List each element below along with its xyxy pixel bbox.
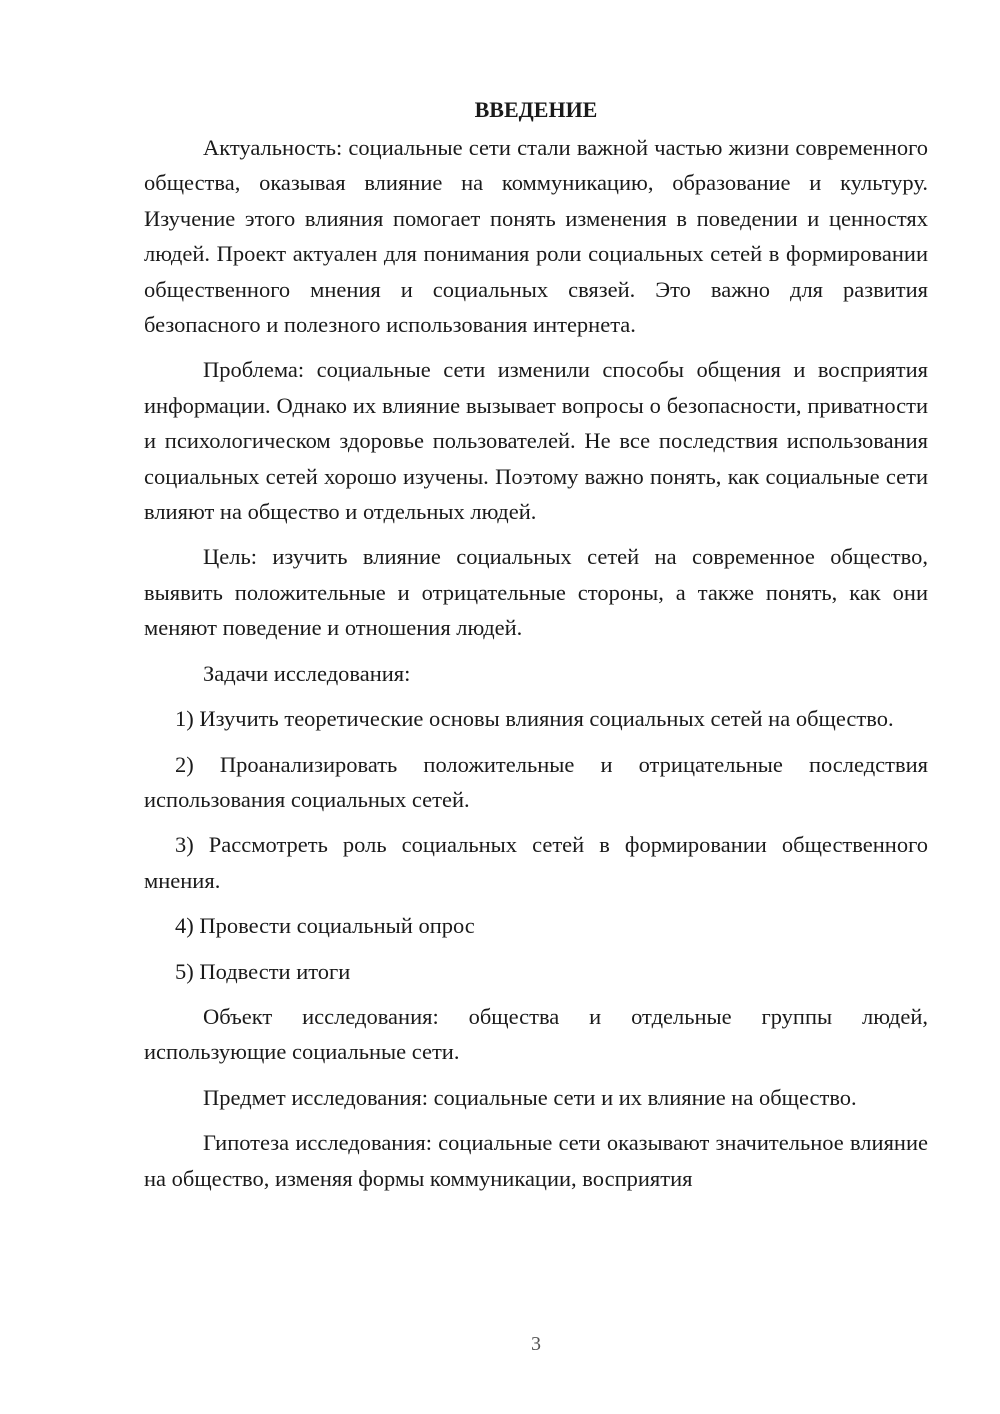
paragraph-goal: Цель: изучить влияние социальных сетей на современное общество, выявить положительные и отрицательные стороны, а также понять, как они меняют поведение и отношения людей. [144,544,928,641]
page-number: 3 [531,1333,541,1355]
paragraph-relevance: Актуальность: социальные сети стали важной частью жизни современного общества, оказывая влияние на коммуникацию, образование и культуру. Изучение этого влияния помогает понять изменения в поведении и ценностях людей. Проект актуален для понимания роли социальных сетей в формировании общественного мнения и социальных связей. Это важно для развития безопасного и полезного использования интернета. [144,135,928,338]
tasks-heading: Задачи исследования: [203,660,411,686]
page-content [144,92,928,1206]
task-item-4: 4) Провести социальный опрос [175,913,475,939]
task-item-5: 5) Подвести итоги [175,958,351,984]
paragraph-object: Объект исследования: общества и отдельные группы людей, использующие социальные сети. [144,1003,928,1065]
paragraph-problem: Проблема: социальные сети изменили способы общения и восприятия информации. Однако их влияние вызывает вопросы о безопасности, приватности и психологическом здоровье пользователей. Не все последствия использования социальных сетей хорошо изучены. Поэтому важно понять, как социальные сети влияют на общество и отдельных людей. [144,357,928,525]
paragraph-hypothesis: Гипотеза исследования: социальные сети оказывают значительное влияние на общество, изменяя формы коммуникации, восприятия [144,1130,928,1191]
task-item-1: 1) Изучить теоретические основы влияния социальных сетей на общество. [175,706,894,732]
task-item-3: 3) Рассмотреть роль социальных сетей в формировании общественного мнения. [144,832,928,893]
paragraph-subject: Предмет исследования: социальные сети и их влияние на общество. [203,1084,857,1110]
section-title: ВВЕДЕНИЕ [474,97,598,122]
task-item-2: 2) Проанализировать положительные и отрицательные последствия использования социальных сетей. [144,751,928,812]
